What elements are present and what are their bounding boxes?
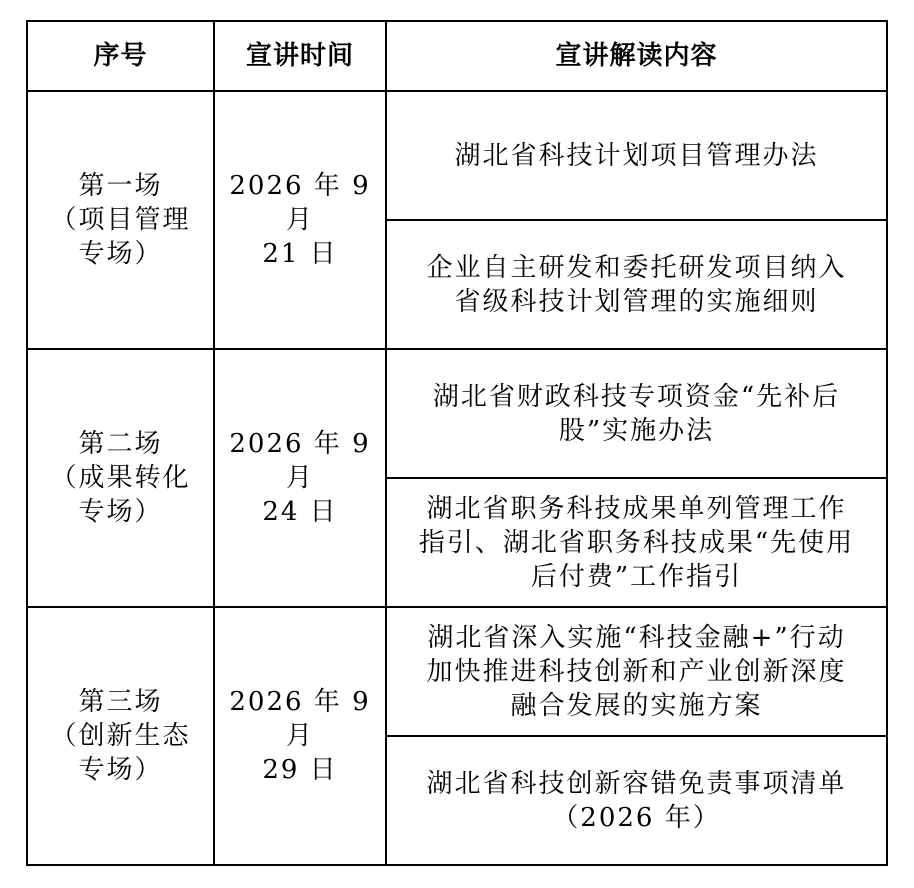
content-line: 湖北省职务科技成果单列管理工作 bbox=[426, 493, 847, 524]
date-line: 2026 年 9 月 bbox=[229, 429, 371, 493]
header-no: 序号 bbox=[27, 21, 214, 91]
session-name-line: 第二场 bbox=[78, 429, 163, 459]
session-name-line: 专场） bbox=[78, 497, 163, 527]
session-name-line: 第一场 bbox=[78, 171, 163, 201]
content-line: 企业自主研发和委托研发项目纳入 bbox=[426, 252, 847, 283]
content-line: 后付费”工作指引 bbox=[530, 561, 743, 592]
content-line: 湖北省科技创新容错免责事项清单 bbox=[426, 768, 847, 799]
content-cell bbox=[386, 220, 887, 349]
header-content: 宣讲解读内容 bbox=[386, 21, 887, 91]
session-cell bbox=[27, 607, 214, 865]
session-name-line: （成果转化 bbox=[50, 463, 191, 493]
date-cell bbox=[214, 349, 386, 607]
session-name-line: （项目管理 bbox=[50, 205, 191, 235]
content-cell bbox=[386, 91, 887, 220]
date-cell bbox=[214, 91, 386, 349]
session-cell bbox=[27, 91, 214, 349]
date-line: 21 日 bbox=[262, 239, 338, 269]
content-cell bbox=[386, 736, 887, 865]
content-line: （2026 年） bbox=[552, 802, 721, 833]
date-cell bbox=[214, 607, 386, 865]
content-line: 湖北省财政科技专项资金“先补后 bbox=[432, 381, 841, 412]
date-line: 2026 年 9 月 bbox=[229, 687, 371, 751]
content-line: 股”实施办法 bbox=[558, 415, 715, 446]
content-line: 湖北省科技计划项目管理办法 bbox=[454, 140, 819, 171]
session-name-line: 第三场 bbox=[78, 687, 163, 717]
content-cell bbox=[386, 607, 887, 736]
table-row bbox=[27, 607, 887, 736]
content-line: 融合发展的实施方案 bbox=[510, 690, 763, 721]
date-line: 2026 年 9 月 bbox=[229, 171, 371, 235]
content-cell bbox=[386, 478, 887, 607]
content-line: 省级科技计划管理的实施细则 bbox=[454, 286, 819, 317]
content-cell bbox=[386, 349, 887, 478]
header-row bbox=[27, 21, 887, 91]
session-cell bbox=[27, 349, 214, 607]
lecture-schedule-table bbox=[26, 20, 888, 866]
session-name-line: 专场） bbox=[78, 239, 163, 269]
table-row bbox=[27, 91, 887, 220]
session-name-line: （创新生态 bbox=[50, 721, 191, 751]
date-line: 29 日 bbox=[262, 755, 338, 785]
content-line: 加快推进科技创新和产业创新深度 bbox=[426, 656, 847, 687]
session-name-line: 专场） bbox=[78, 755, 163, 785]
header-time: 宣讲时间 bbox=[214, 21, 386, 91]
date-line: 24 日 bbox=[262, 497, 338, 527]
table-row bbox=[27, 349, 887, 478]
content-line: 湖北省深入实施“科技金融+”行动 bbox=[427, 622, 846, 653]
content-line: 指引、湖北省职务科技成果“先使用 bbox=[418, 527, 855, 558]
